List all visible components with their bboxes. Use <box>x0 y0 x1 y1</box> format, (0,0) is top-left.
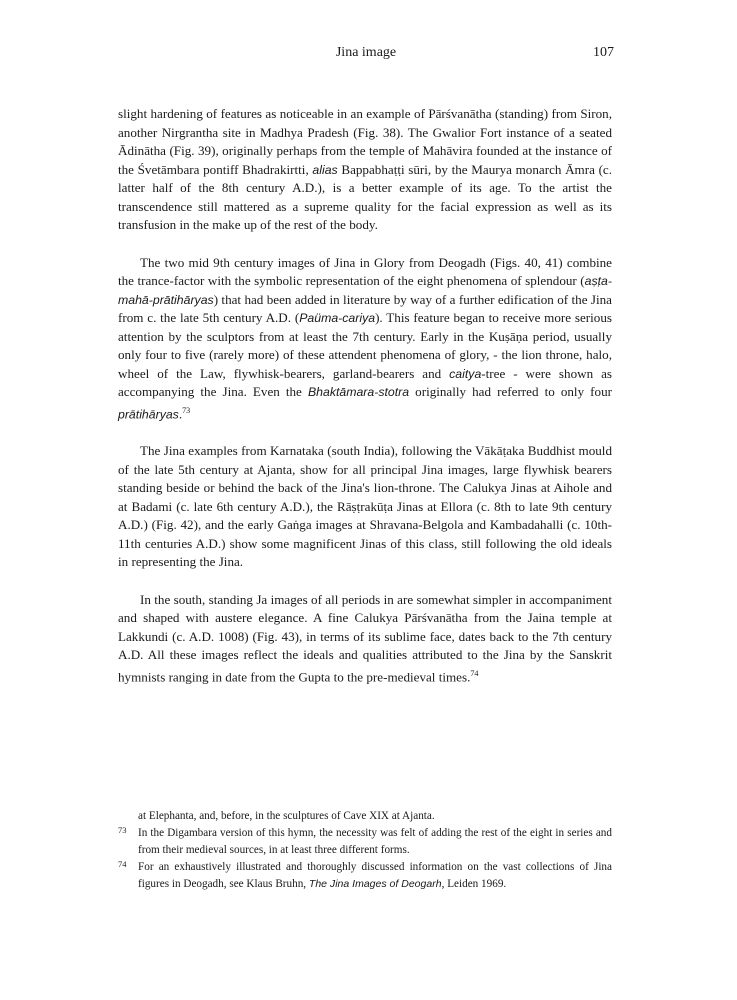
paragraph <box>118 591 612 687</box>
paragraph <box>118 105 612 235</box>
running-title: Jina image <box>335 45 397 60</box>
paragraph <box>118 442 612 572</box>
italic-term: Bhaktāmara-stotra <box>307 385 410 399</box>
text-run: In the south, standing Ja images of all periods in are somewhat simpler in accompaniment and shaped with austere elegance. A fine Calukya Pārśvanātha from the Jaina temple at Lakkundi (c. A.D. 1008) (Fig. 43), in terms of its sublime face, dates back to the 7th century A.D. All these images reflect the ideals and qualities attributed to the Jina by the Sanskrit hymnists ranging in date from the Gupta to the pre-medieval times. <box>118 591 612 685</box>
footnote-number: 73 <box>118 825 127 835</box>
running-head <box>118 42 614 64</box>
text-run: Bappabhaṭṭi sūri, by the Maurya monarch Āmra (c. latter half of the 8th century A.D.), is a better example of its age. To the artist the transcendence still mattered as a supreme quality for the facial expression as well as its transfusion in the make up of the rest of the body. <box>118 161 613 232</box>
footnote <box>118 859 612 893</box>
text-run: ) that had been added in literature by way of a further edification of the Jina from c. the late 5th century A.D. ( <box>118 291 612 325</box>
text-run: The Jina examples from Karnataka (south India), following the Vākāṭaka Buddhist mould of the late 5th century at Ajanta, show for all principal Jina images, large flywhisk bearers standing beside or behind the back of the Jina's lion-throne. The Calukya Jinas at Aihole and at Badami (c. late 6th century A.D.), the Rāṣṭrakūṭa Jinas at Ellora (c. 8th to late 9th century A.D.) (Fig. 42), and the early Gaṅga images at Shravana-Belgola and Kambadahalli (c. 10th-11th centuries A.D.) show some magnificent Jinas of this class, still following the old ideals in representing the Jina. <box>118 443 612 570</box>
footnote-marker: 73 <box>182 405 191 415</box>
italic-term: aṣṭa-mahā-prātihāryas <box>118 274 612 307</box>
footnote-text <box>138 827 612 856</box>
italic-term: The Jina Images of Deogarh <box>308 878 442 890</box>
footnote-text <box>138 861 612 890</box>
page-number: 107 <box>593 45 614 60</box>
text-run: The two mid 9th century images of Jina in Glory from Deogadh (Figs. 40, 41) combine the trance-factor with the symbolic representation of the eight phenomena of splendour ( <box>118 254 612 288</box>
text-run: , Leiden 1969. <box>441 878 507 890</box>
text-run: -tree - were shown as accompanying the Jina. Even the <box>118 365 612 399</box>
text-run: slight hardening of features as noticeable in an example of Pārśvanātha (standing) from Siron, another Nirgrantha site in Madhya Pradesh (Fig. 38). The Gwalior Fort instance of a seated Ādinātha (Fig. 39), originally perhaps from the temple of Mahāvira founded at the instance of the Śvetāmbara pontiff Bhadrakirtti, <box>118 106 612 177</box>
text-run: originally had referred to only four <box>409 384 612 399</box>
italic-term: Paüma-cariya <box>299 311 376 325</box>
italic-term: caitya <box>449 366 482 381</box>
footnote-continuation: at Elephanta, and, before, in the sculptures of Cave XIX at Ajanta. <box>138 810 435 822</box>
italic-term: alias <box>312 162 338 177</box>
footnote <box>118 825 612 859</box>
text-run: . <box>178 405 183 421</box>
text-run: In the Digambara version of this hymn, the necessity was felt of adding the rest of the eight in series and from their medieval sources, in at least three different forms. <box>138 827 612 856</box>
text-run: ). This feature began to receive more serious attention by the sculptors from at least the 7th century. Early in the Kuṣāṇa period, usually only four to five (rarely more) of these attendent phenomena of glory, - the lion throne, halo, wheel of the Law, flywhisk-bearers, garland-bearers and <box>118 310 612 381</box>
footnotes <box>118 808 612 893</box>
paragraph <box>118 254 612 424</box>
italic-term: prātihāryas <box>118 406 179 421</box>
text-run: For an exhaustively illustrated and thoroughly discussed information on the vast collections of Jina figures in Deogadh, see Klaus Bruhn, <box>138 861 612 890</box>
footnote-number: 74 <box>118 859 127 869</box>
body-text <box>118 105 612 706</box>
footnote-marker: 74 <box>470 668 479 678</box>
